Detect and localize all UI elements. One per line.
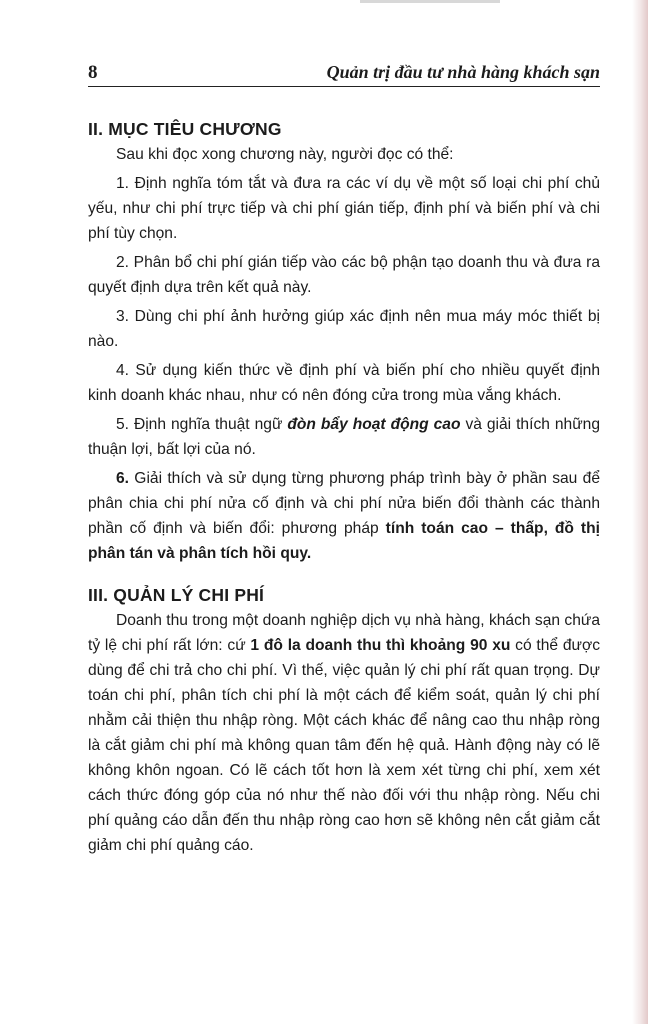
- objective-item-1: 1. Định nghĩa tóm tắt và đưa ra các ví dụ về một số loại chi phí chủ yếu, như chi phí trực tiếp và chi phí gián tiếp, định phí và biến phí và chi phí tùy chọn.: [88, 175, 600, 242]
- section-3-emphasis: 1 đô la doanh thu thì khoảng 90 xu: [250, 637, 511, 654]
- section-3-text-a: Doanh thu trong một doanh nghiệp dịch vụ nhà hàng, khách sạn chứa tỷ lệ chi phí rất lớn: cứ: [88, 612, 600, 654]
- item-6-methods: tính toán cao – thấp, đồ thị phân tán và phân tích hồi quy.: [88, 520, 600, 562]
- item-5-term: đòn bẩy hoạt động cao: [287, 416, 461, 433]
- section-3-paragraph: [88, 608, 600, 858]
- page-right-edge: [632, 0, 648, 1024]
- section-3-heading: III. QUẢN LÝ CHI PHÍ: [88, 585, 265, 605]
- item-6-number: 6.: [116, 470, 130, 487]
- page-content: [88, 116, 600, 858]
- running-title: Quản trị đầu tư nhà hàng khách sạn: [326, 62, 600, 82]
- objective-item-4: 4. Sử dụng kiến thức về định phí và biến phí cho nhiều quyết định kinh doanh khác nhau, như có nên đóng cửa trong mùa vắng khách.: [88, 362, 600, 404]
- objective-item-3: 3. Dùng chi phí ảnh hưởng giúp xác định nên mua máy móc thiết bị nào.: [88, 308, 600, 350]
- item-6-text-a: Giải thích và sử dụng từng phương pháp trình bày ở phần sau để phân chia chi phí nửa cố định và chi phí nửa biến đổi thành các thành phần cố định và biến đổi: phương pháp: [88, 470, 600, 537]
- section-3-text-c: có thể được dùng để chi trả cho chi phí. Vì thế, việc quản lý chi phí rất quan trọng. Dự toán chi phí, phân tích chi phí là một cách để kiểm soát, quản lý chi phí nhằm cải thiện thu nhập ròng. Một cách khác để nâng cao thu nhập ròng là cắt giảm chi phí mà không quan tâm đến hệ quả. Hành động này có lẽ không khôn ngoan. Có lẽ cách tốt hơn là xem xét từng chi phí, xem xét cách thức đóng góp của nó như thế nào đối với thu nhập ròng. Nếu chi phí quảng cáo dẫn đến thu nhập ròng cao hơn sẽ không nên cắt giảm cắt giảm chi phí quảng cáo.: [88, 637, 600, 854]
- objective-item-6: [88, 466, 600, 566]
- page-header: [88, 60, 600, 87]
- section-2-heading: II. MỤC TIÊU CHƯƠNG: [88, 119, 282, 139]
- objective-item-5: [88, 412, 600, 462]
- page-number: 8: [88, 62, 98, 83]
- page-top-edge: [360, 0, 500, 3]
- item-5-text-a: 5. Định nghĩa thuật ngữ: [116, 416, 288, 433]
- item-5-text-c: và giải thích những thuận lợi, bất lợi của nó.: [88, 416, 600, 458]
- objective-item-2: 2. Phân bổ chi phí gián tiếp vào các bộ phận tạo doanh thu và đưa ra quyết định dựa trên kết quả này.: [88, 254, 600, 296]
- section-2-intro: Sau khi đọc xong chương này, người đọc có thể:: [116, 146, 454, 163]
